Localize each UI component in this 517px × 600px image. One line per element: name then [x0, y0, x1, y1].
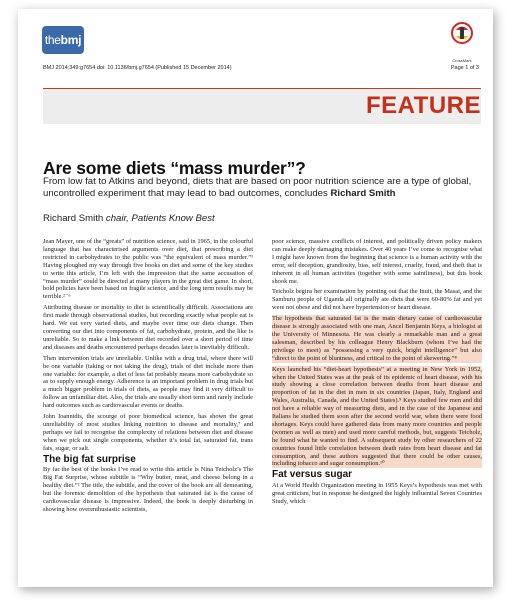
section-heading: The big fat surprise — [43, 453, 136, 465]
left-column — [43, 238, 253, 517]
article-title: Are some diets “mass murder”? — [43, 158, 306, 178]
paragraph: By far the best of the books I’ve read to write this article is Nina Teicholz’s The Big Fat Surprise, whose subtitle is “Why butter, meat, and cheese belong in a healthy diet.”² The title, the subtitle, and the cover of the book are all demeaning, but the forensic demolition of the hypothesis that saturated fat is the cause of cardiovascular disease is impressive. Indeed, the book is deeply disturbing in showing how overenthusiastic scientists, — [43, 466, 253, 513]
section-heading: Fat versus sugar — [272, 469, 353, 481]
article-byline: Richard Smith chair, Patients Know Best — [43, 213, 215, 224]
bmj-logo[interactable]: thebmj — [42, 26, 84, 54]
article-page — [18, 9, 493, 587]
crossmark-badge — [451, 22, 473, 52]
section-band — [43, 88, 481, 124]
paragraph: Teicholz begins her examination by pointing out that the Inuit, the Masai, and the Samburu people of Uganda all originally ate diets that were 60-80% fat and yet were not obese and did not have hypertension or heart disease. — [272, 288, 482, 312]
paragraph: poor science, massive conflicts of interest, and politically driven policy makers can make deeply damaging mistakes. Over 40 years I’ve come to recognise what I might have known from the beginning that science is a human activity with the error, self deception, grandiosity, bias, self interest, cruelty, fraud, and theft that is inherent in all human activities (together with some saintliness), but this book shook me. — [272, 238, 482, 285]
highlighted-paragraph: Keys launched his “diet-heart hypothesis” at a meeting in New York in 1952, when the United States was at the peak of its epidemic of heart disease, with his study showing a close correlation between deaths from heart disease and proportion of fat in the diet in men in six countries (Japan, Italy, England and Wales, Australia, Canada, and the United States).⁹ Keys studied few men and did not have a reliable way of measuring diets, and in the case of the Japanese and Italians he studied them soon after the second world war, when there were food shortages. Keys could have gathered data from many more countries and people (women as well as men) and used more careful methods, but, suggests Teicholz, he found what he wanted to find. A subsequent study by other researchers of 22 countries found little correlation between death rates from heart disease and fat consumption, and these authors suggested that there could be other causes, including tobacco and sugar consumption.¹⁰ — [272, 365, 482, 468]
page-number: Page 1 of 3 — [450, 65, 479, 71]
highlighted-paragraph: The hypothesis that saturated fat is the main dietary cause of cardiovascular disease is strongly associated with one man, Ancel Benjamin Keys, a biologist at the University of Minnesota. He was clearly a remarkable man and a great salesman, described by his colleague Henry Blackburn (whom I’ve had the privilege to meet) as “possessing a very quick, bright intelligence” but also “direct to the point of bluntness, and critical to the point of skewering.”⁸ — [272, 315, 482, 362]
paragraph: Attributing disease or mortality to diet is scientifically difficult. Associations are first made through observational studies, but recording exactly what people eat is hard. We eat very varied diets, and maybe over time our diets change. Then converting our diet into components of fat, carbohydrate, protein, and the like is unreliable. So to make a link between diet recorded over a short period of time and diseases and deaths encountered perhaps decades later is inevitably difficult. — [43, 304, 253, 351]
doi-line: BMJ 2014;349:g7654 doi: 10.1136/bmj.g7654 (Published 15 December 2014) — [43, 65, 232, 71]
standfirst-author: Richard Smith — [330, 188, 396, 199]
paragraph: Then intervention trials are unreliable. Unlike with a drug trial, where there will be one variable (taking or not taking the drug), trials of diet include more than one variable: for example, a diet of less fat probably means more carbohydrate so as to supply enough energy. Adherence is an important problem in drug trials but a much bigger problem in trials of diets, as people may find it very difficult to follow an unfamiliar diet. Also, the trials are usually short term and rarely include hard outcomes such as cardiovascular events or deaths. — [43, 354, 253, 410]
section-label: FEATURE — [365, 92, 481, 119]
crossmark-label: CrossMark — [452, 58, 472, 63]
right-column — [272, 238, 482, 509]
paragraph: Jean Mayer, one of the “greats” of nutrition science, said in 1965, in the colourful language that has characterised arguments over diet, that prescribing a diet restricted in carbohydrates to the public was “the equivalent of mass murder.”¹ Having ploughed my way through five books on diet and some of the key studies to write this article, I’m left with the impression that the same accusation of “mass murder” could be directed at many players in the great diet game. In short, bold policies have been based on fragile science, and the long term results may be terrible.²⁻⁶ — [43, 238, 253, 301]
crossmark-icon[interactable] — [446, 22, 478, 62]
paragraph: At a World Health Organization meeting in 1955 Keys’s hypothesis was met with great criticism, but in response he designed the highly influential Seven Countries Study, which — [272, 482, 482, 506]
article-standfirst: From low fat to Atkins and beyond, diets that are based on poor nutrition science are a type of global, uncontrolled experiment that may lead to bad outcomes, concludes Richard Smith — [43, 176, 472, 199]
paragraph: John Ioannidis, the scourge of poor biomedical science, has shown the great unreliability of most studies linking nutrition to disease and mortality,⁷ and perhaps we fail to recognise the complexity of relations between diet and disease when we pick out single components, whether it’s total fat, saturated fat, trans fats, sugar, or salt. — [43, 413, 253, 452]
